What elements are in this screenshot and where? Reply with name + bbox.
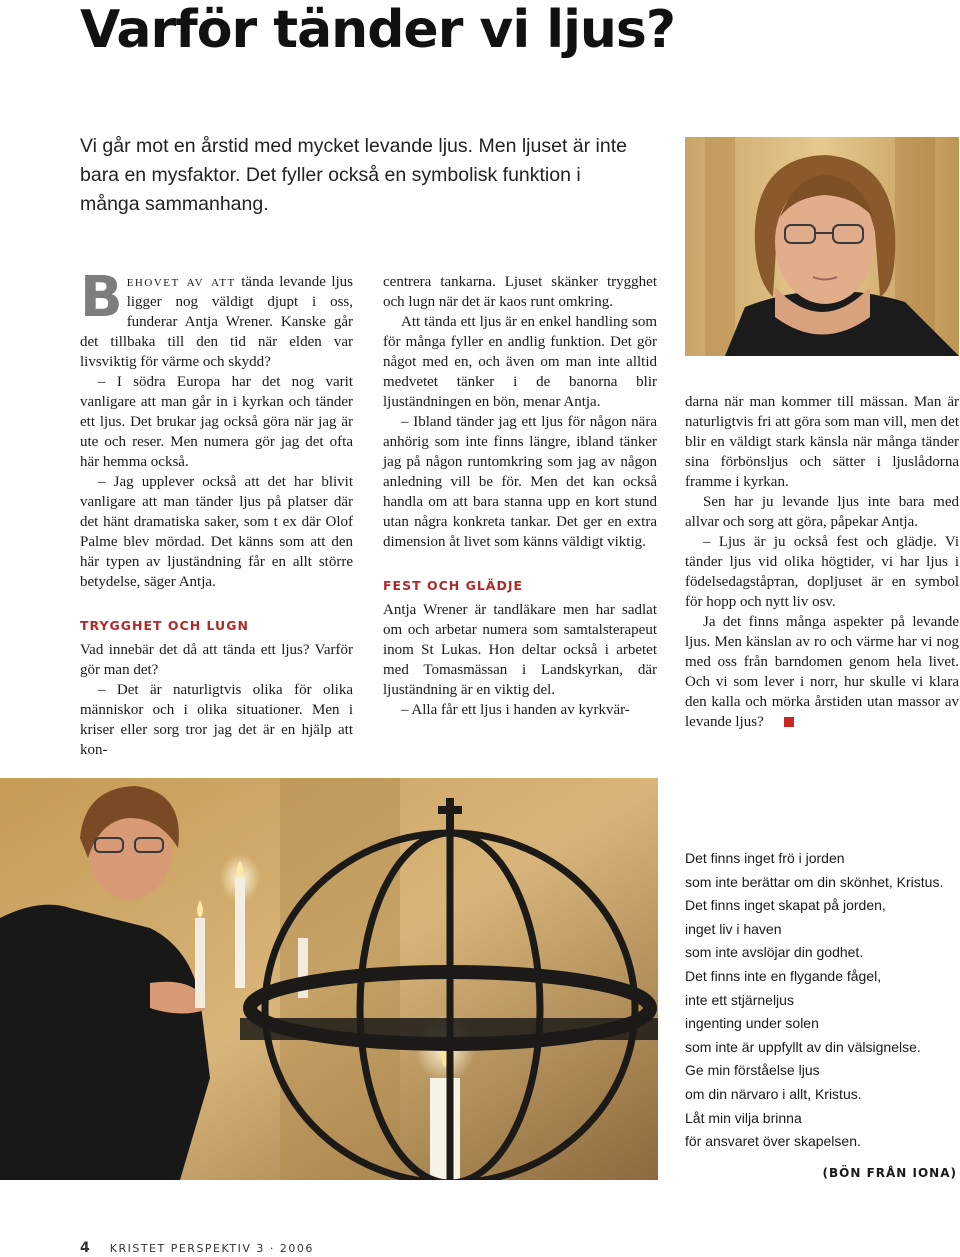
poem-line: inget liv i haven [685,920,782,937]
subheading-trygghet: TRYGGHET OCH LUGN [80,618,249,633]
body-paragraph: Vad innebär det då att tända ett ljus? Varför gör man det? [80,642,353,678]
text-column-3 [685,392,959,732]
text-column-2 [383,272,657,720]
text-column-1 [80,265,354,760]
poem-line: om din närvaro i allt, Kristus. [685,1085,862,1102]
subheading-fest: FEST OCH GLÄDJE [383,578,524,593]
poem-line: Ge min förståelse ljus [685,1062,820,1079]
drop-cap: B [80,265,123,330]
portrait-photo [685,137,959,356]
poem-line: som inte avslöjar din godhet. [685,944,864,961]
body-paragraph: Antja Wrener är tandläkare men har sadlat om och arbetar numera som samtalsterapeut inom St Lukas. Hon deltar också i arbetet med Tomasmässan i Landskyrkan, där ljuständning är en viktig del. [383,602,657,698]
body-paragraph: centrera tankarna. Ljuset skänker trygghet och lugn när det är kaos runt omkring. [383,274,657,310]
body-paragraph: – Det är naturligtvis olika för olika människor och i olika situationer. Men i kriser eller sorg tror jag det är en hjälp att kon- [80,682,353,758]
poem-line: Det finns inget frö i jorden [685,850,845,866]
poem-line: inte ett stjärneljus [685,991,794,1008]
magazine-name: KRISTET PERSPEKTIV 3 · 2006 [109,1242,314,1255]
page-number: 4 [80,1240,90,1256]
body-paragraph: Sen har ju levande ljus inte bara med allvar och sorg att göra, påpekar Antja. [685,494,959,530]
poem-line: Det finns inte en flygande fågel, [685,967,882,984]
page-footer [80,1240,314,1256]
poem-line: ingenting under solen [685,1015,819,1032]
body-paragraph: darna när man kommer till mässan. Man är naturligtvis fri att göra som man vill, men det blir en väldigt stark känsla när många tänder sina förbönsljus och sätter i ljuslådorna framme i kyrkan. [685,394,959,490]
body-paragraph: – Alla får ett ljus i handen av kyrkvär- [401,702,630,718]
opening-smallcaps: ehovet av att [126,274,236,290]
candle-photo [0,778,658,1180]
poem-line: för ansvaret över skapelsen. [685,1133,861,1150]
body-paragraph: – Ljus är ju också fest och glädje. Vi tänder ljus vid olika högtider, vi har ljus i födelsedagståртan, dopljuset är en symbol för hopp och nytt liv osv. [685,534,959,610]
poem-line: Det finns inget skapat på jorden, [685,897,886,914]
body-paragraph: – Jag upplever också att det har blivit vanligare att man tänder ljus på platser där det hänt dramatiska saker, som t ex där Olof Palme blev mördad. Det känns som att den här typen av ljuständning får en allt större betydelse, säger Antja. [80,474,353,590]
opening-paragraph [80,265,354,372]
closing-text: Ja det finns många aspekter på levande ljus. Men känslan av ro och värme har vi nog med oss från barndomen genom hela livet. Och vi som lever i norr, hur skulle vi klara den kalla och mörka årstiden utan massor av levande ljus? [685,614,959,730]
article-title: Varför tänder vi ljus? [80,0,676,60]
body-paragraph: – Ibland tänder jag ett ljus för någon nära anhörig som inte finns längre, ibland tänker jag på någon runtomkring som jag av någon anledning vill be för. Men det kan också handla om att bara stanna upp en kort stund utan några konkreta tankar. Det ger en extra dimension åt livet som känns väldigt viktig. [383,414,657,550]
poem-line: som inte är uppfyllt av din välsignelse. [685,1038,921,1055]
body-paragraph: Att tända ett ljus är en enkel handling som för många fyller en andlig funktion. Det gör något med en, och även om man inte alltid medvetet tänker i de banorna blir ljuständningen en bön, menar Antja. [383,314,657,410]
body-paragraph: – I södra Europa har det nog varit vanligare att man går in i kyrkan och tänder ett ljus. Det brukar jag också göra när jag är ute och reser. Men numera gör jag det ofta här hemma också. [80,374,353,470]
end-mark-icon [784,717,794,727]
poem-credit: (BÖN FRÅN IONA) [822,1166,957,1180]
poem-line: Låt min vilja brinna [685,1109,802,1126]
prayer-poem [685,847,960,1154]
lead-paragraph: Vi går mot en årstid med mycket levande ljus. Men ljuset är inte bara en mysfaktor. Det fyller också en symbolisk funktion i många sammanhang. [80,135,627,215]
opening-text: tända levande ljus ligger nog väldigt djupt i oss, funderar Antja Wrener. Kanske går det tillbaka till den tid när elden var livsviktig för värme och skydd? [80,274,354,370]
body-paragraph [685,612,959,732]
poem-line: som inte berättar om din skönhet, Kristus. [685,873,944,890]
